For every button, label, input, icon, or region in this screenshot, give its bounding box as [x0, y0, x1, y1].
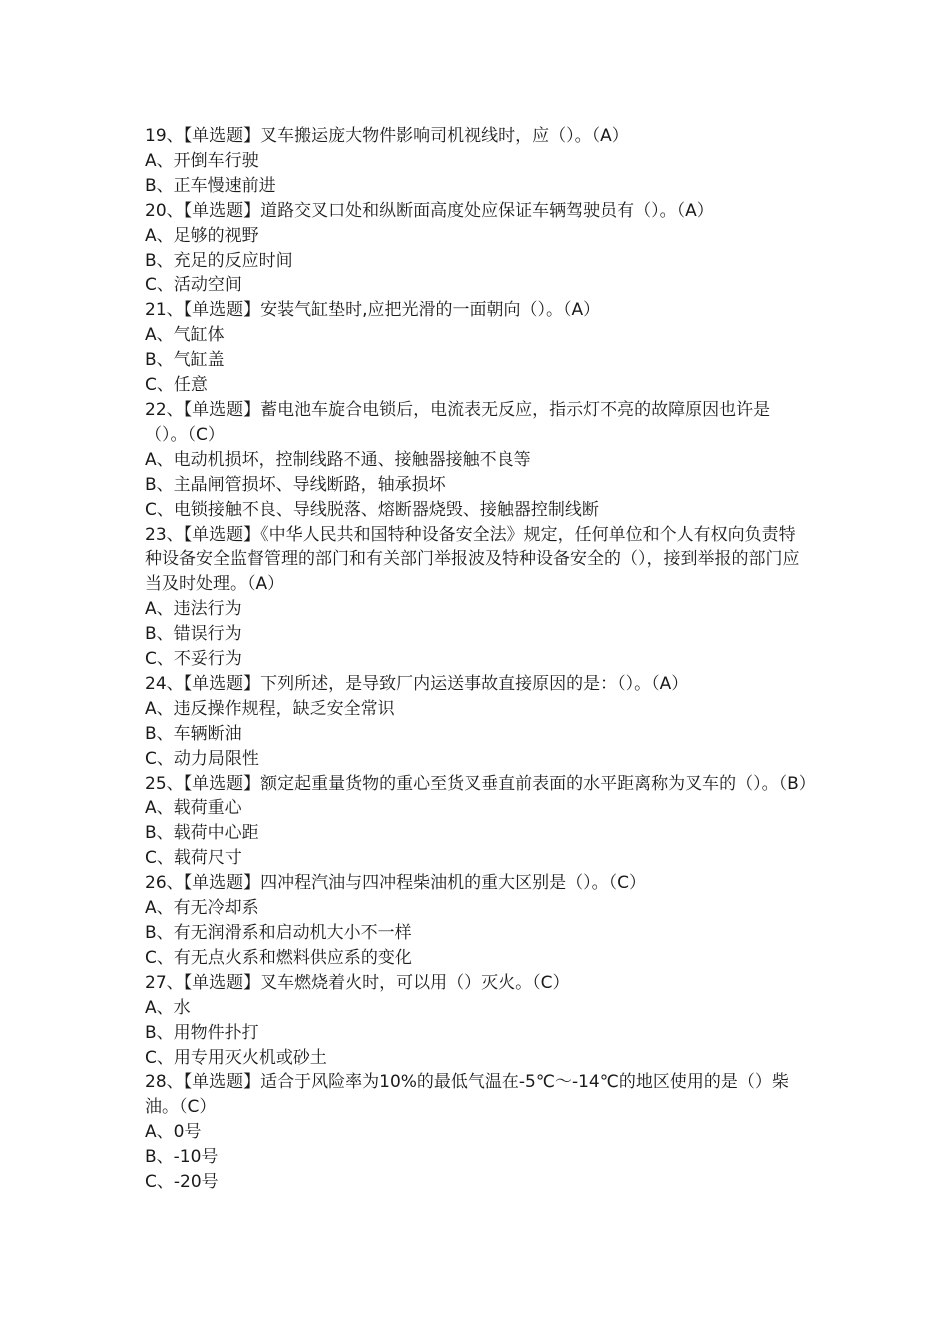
- option: A、水: [145, 997, 191, 1018]
- option: A、违法行为: [145, 599, 242, 620]
- option: A、电动机损坏，控制线路不通、接触器接触不良等: [145, 449, 531, 470]
- option: C、载荷尺寸: [145, 848, 242, 869]
- option: A、足够的视野: [145, 225, 259, 246]
- option: C、有无点火系和燃料供应系的变化: [145, 947, 412, 968]
- option: B、正车慢速前进: [145, 175, 276, 196]
- option: A、载荷重心: [145, 798, 242, 819]
- option: A、开倒车行驶: [145, 150, 259, 171]
- question-stem: 19、【单选题】叉车搬运庞大物件影响司机视线时，应（）。（A）: [145, 126, 629, 146]
- option: B、主晶闸管损坏、导线断路，轴承损坏: [145, 474, 446, 495]
- option: C、任意: [145, 375, 208, 396]
- question-stem: 21、【单选题】安装气缸垫时,应把光滑的一面朝向（）。（A）: [145, 300, 601, 321]
- question-stem: 25、【单选题】额定起重量货物的重心至货叉垂直前表面的水平距离称为叉车的（）。（B）: [145, 773, 816, 794]
- question-stem: 22、【单选题】蓄电池车旋合电锁后，电流表无反应，指示灯不亮的故障原因也许是（）。（C）: [145, 399, 771, 445]
- option: B、充足的反应时间: [145, 250, 293, 271]
- option: C、用专用灭火机或砂土: [145, 1047, 327, 1068]
- option: B、车辆断油: [145, 723, 242, 744]
- option: B、有无润滑系和启动机大小不一样: [145, 923, 412, 943]
- option: B、-10号: [145, 1147, 219, 1168]
- option: B、用物件扑打: [145, 1022, 259, 1043]
- question-stem: 28、【单选题】适合于风险率为10%的最低气温在-5℃～-14℃的地区使用的是（）柴油。（C）: [145, 1072, 789, 1118]
- option: C、电锁接触不良、导线脱落、熔断器烧毁、接触器控制线断: [145, 499, 599, 520]
- option: C、不妥行为: [145, 649, 242, 670]
- option: B、气缸盖: [145, 350, 225, 371]
- option: B、错误行为: [145, 624, 242, 645]
- question-list: [145, 124, 816, 1195]
- question-stem: 24、【单选题】下列所述，是导致厂内运送事故直接原因的是：（）。（A）: [145, 673, 689, 694]
- option: A、违反操作规程，缺乏安全常识: [145, 698, 395, 719]
- option: A、有无冷却系: [145, 898, 259, 919]
- option: A、气缸体: [145, 325, 225, 346]
- option: C、动力局限性: [145, 748, 259, 769]
- question-stem: 23、【单选题】《中华人民共和国特种设备安全法》规定，任何单位和个人有权向负责特种设备安全监督管理的部门和有关部门举报波及特种设备安全的（），接到举报的部门应当及时处理。（A）: [145, 524, 800, 595]
- question-stem: 26、【单选题】四冲程汽油与四冲程柴油机的重大区别是（）。（C）: [145, 873, 647, 894]
- option: C、-20号: [145, 1172, 219, 1193]
- option: B、载荷中心距: [145, 823, 259, 844]
- option: A、0号: [145, 1122, 202, 1143]
- option: C、活动空间: [145, 275, 242, 296]
- question-stem: 27、【单选题】叉车燃烧着火时，可以用（）灭火。（C）: [145, 972, 570, 993]
- question-stem: 20、【单选题】道路交叉口处和纵断面高度处应保证车辆驾驶员有（）。（A）: [145, 200, 714, 221]
